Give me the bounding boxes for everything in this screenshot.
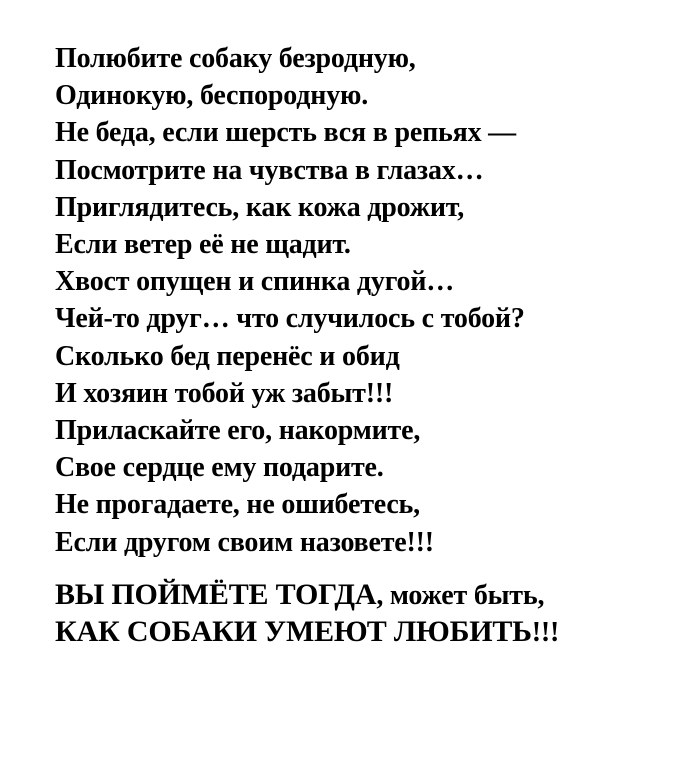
poem-text	[55, 40, 685, 651]
final-line-1-caps: ВЫ ПОЙМЁТЕ ТОГДА	[55, 577, 377, 611]
final-line-2	[55, 614, 685, 651]
poem-final-stanza	[55, 577, 685, 651]
poem-line-5: Приглядитесь, как кожа дрожит,	[55, 191, 465, 223]
final-line-1-rest: , может быть,	[376, 579, 545, 611]
poem-line-7: Хвост опущен и спинка дугой…	[55, 266, 455, 298]
final-line-2-caps: КАК СОБАКИ УМЕЮТ ЛЮБИТЬ	[55, 614, 532, 648]
poem-line-4: Посмотрите на чувства в глазах…	[55, 154, 484, 186]
poem-line-13: Не прогадаете, не ошибетесь,	[55, 489, 420, 521]
poem-line-3: Не беда, если шерсть вся в репьях —	[55, 117, 516, 149]
poem-line-12: Свое сердце ему подарите.	[55, 452, 384, 484]
poem-line-2: Одинокую, беспородную.	[55, 80, 368, 112]
poem-line-1: Полюбите собаку безродную,	[55, 43, 416, 74]
poem-line-9: Сколько бед перенёс и обид	[55, 340, 400, 372]
poem-line-14: Если другом своим назовете!!!	[55, 526, 434, 558]
poem-line-8: Чей-то друг… что случилось с тобой?	[55, 303, 525, 335]
final-line-1	[55, 577, 685, 614]
poem-line-10: И хозяин тобой уж забыт!!!	[55, 377, 394, 409]
poem-line-6: Если ветер её не щадит.	[55, 229, 351, 261]
final-line-2-rest: !!!	[531, 616, 560, 648]
poem-line-11: Приласкайте его, накормите,	[55, 415, 421, 447]
